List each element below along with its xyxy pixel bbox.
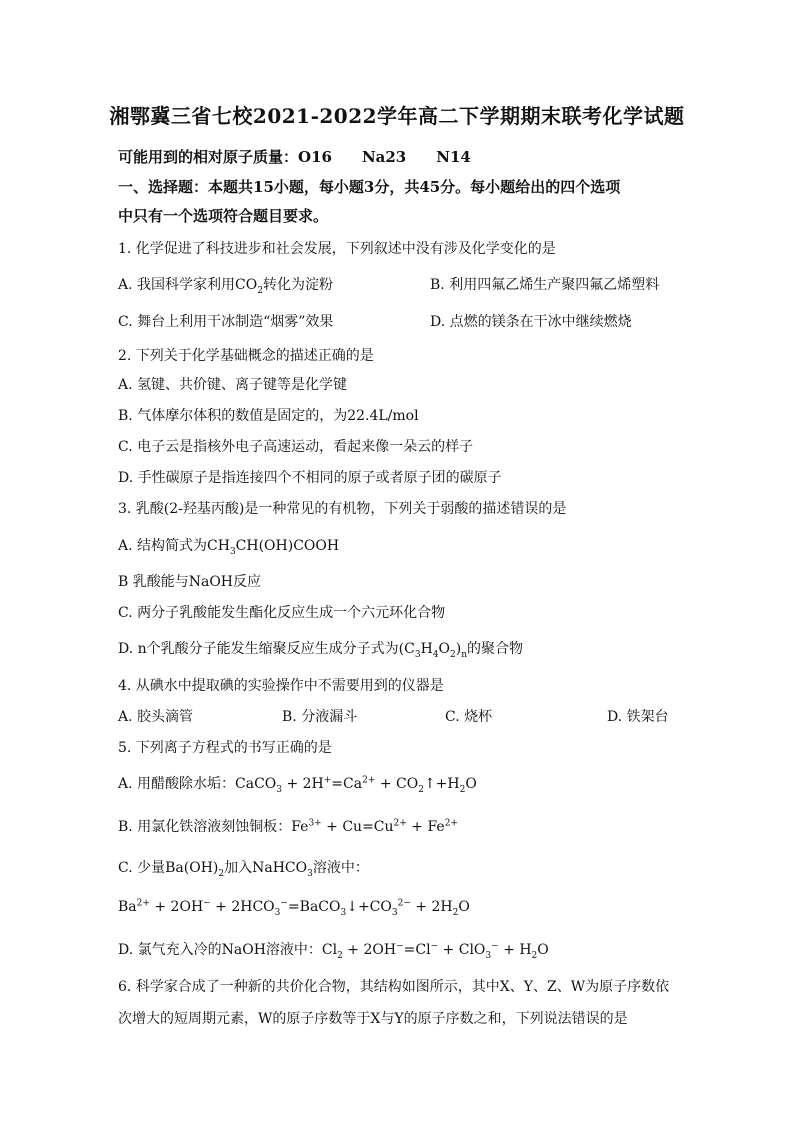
section-header: 一、选择题：本题共15小题，每小题3分，共45分。每小题给出的四个选项 (118, 178, 621, 196)
q2-option-a: A. 氢键、共价键、离子键等是化学键 (118, 377, 348, 393)
q5-stem: 5. 下列离子方程式的书写正确的是 (118, 740, 332, 756)
q5-option-b: B. 用氯化铁溶液刻蚀铜板：$Fe^{3+} + Cu=Cu^{2+} + Fe^{2+}$ (118, 818, 458, 835)
page-title: 湘鄂冀三省七校2021-2022学年高二下学期期末联考化学试题 (109, 104, 685, 128)
q6-stem: 6. 科学家合成了一种新的共价化合物，其结构如图所示，其中X、Y、Z、W为原子序数依 (118, 979, 670, 995)
q3-stem: 3. 乳酸(2-羟基丙酸)是一种常见的有机物，下列关于弱酸的描述错误的是 (118, 501, 567, 517)
q2-stem: 2. 下列关于化学基础概念的描述正确的是 (118, 348, 374, 364)
q4-option-a: A. 胶头滴管 (118, 709, 194, 725)
q5-option-d: D. 氯气充入冷的NaOH溶液中：$Cl_2 + 2OH^-=Cl^- + ClO_3^- + H_2O$ (118, 941, 549, 961)
section-header-cont: 中只有一个选项符合题目要求。 (118, 207, 329, 225)
q2-option-c: C. 电子云是指核外电子高速运动，看起来像一朵云的样子 (118, 439, 474, 455)
q5-option-c-equation: $Ba^{2+} + 2OH^-$ + $2HCO_3^-=BaCO_3↓+CO_3^{2-} + 2H_2O$ (118, 898, 470, 918)
q6-stem-cont: 次增大的短周期元素，W的原子序数等于X与Y的原子序数之和，下列说法错误的是 (118, 1011, 628, 1027)
q3-option-a: A. 结构简式为$CH_3CH(OH)COOH$ (118, 538, 340, 557)
q2-option-d: D. 手性碳原子是指连接四个不相同的原子或者原子团的碳原子 (118, 470, 502, 486)
q5-option-c: C. 少量$Ba(OH)_2$加入NaHCO$_3$溶液中： (118, 860, 369, 879)
q3-option-c: C. 两分子乳酸能发生酯化反应生成一个六元环化合物 (118, 605, 446, 621)
atomic-mass-note: 可能用到的相对原子质量：O16 Na23 N14 (118, 148, 471, 166)
q1-option-a: A. 我国科学家利用$CO_2$转化为淀粉 (118, 277, 333, 296)
q2-option-b: B. 气体摩尔体积的数值是固定的，为22.4L/mol (118, 408, 419, 424)
q3-option-b: B 乳酸能与NaOH反应 (118, 574, 262, 590)
q1-option-b: B. 利用四氟乙烯生产聚四氟乙烯塑料 (430, 277, 660, 293)
q5-option-a: A. 用醋酸除水垢：CaCO$_3$ + $2H^+=Ca^{2+}$ + $CO_2↑+H_2O$ (118, 775, 477, 795)
q4-option-c: C. 烧杯 (445, 709, 493, 725)
q4-option-b: B. 分液漏斗 (282, 709, 358, 725)
q4-stem: 4. 从碘水中提取碘的实验操作中不需要用到的仪器是 (118, 678, 444, 694)
q1-option-c: C. 舞台上利用干冰制造“烟雾”效果 (118, 314, 334, 330)
q1-stem: 1. 化学促进了科技进步和社会发展，下列叙述中没有涉及化学变化的是 (118, 241, 556, 257)
q1-option-d: D. 点燃的镁条在干冰中继续燃烧 (430, 314, 632, 330)
q3-option-d: D. n个乳酸分子能发生缩聚反应生成分子式为$(C_3H_4O_2)_n$的聚合物 (118, 641, 524, 660)
q4-option-d: D. 铁架台 (607, 709, 669, 725)
